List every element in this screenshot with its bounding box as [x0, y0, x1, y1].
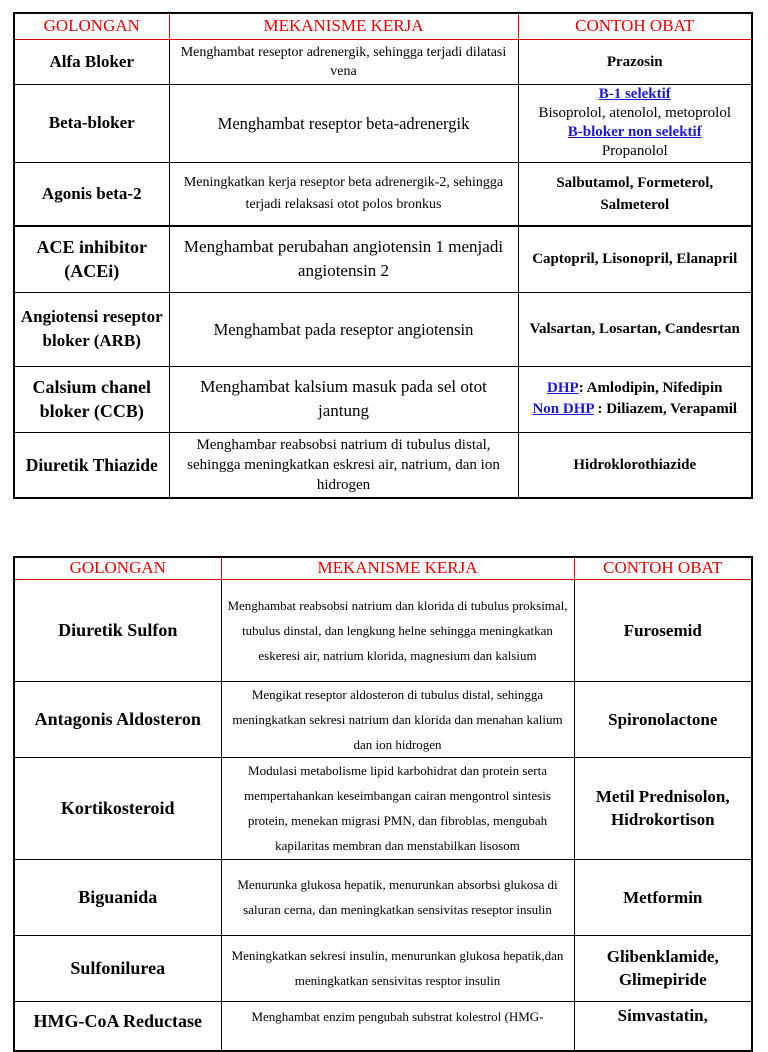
obat-text: Propanolol	[601, 143, 668, 159]
golongan-cell: Angiotensi reseptor bloker (ARB)	[14, 292, 169, 366]
obat-cell: Valsartan, Losartan, Candesrtan	[518, 292, 752, 366]
header-contoh-obat: CONTOH OBAT	[574, 557, 752, 579]
mekanisme-cell: Menghambat pada reseptor angiotensin	[169, 292, 518, 366]
obat-cell: Metil Prednisolon, Hidrokortison	[574, 757, 752, 859]
table-row	[14, 162, 752, 226]
b1-selektif-link[interactable]: B-1 selektif	[598, 86, 671, 102]
table-row	[14, 1001, 752, 1051]
mekanisme-cell: Menghambar reabsobsi natrium di tubulus distal, sehingga meningkatkan eskresi air, natrium, dan ion hidrogen	[169, 432, 518, 498]
obat-cell: Furosemid	[574, 579, 752, 681]
obat-cell: Captopril, Lisonopril, Elanapril	[518, 226, 752, 292]
table-row	[14, 681, 752, 757]
b-bloker-non-selektif-link[interactable]: B-bloker non selektif	[567, 124, 702, 140]
table-row	[14, 432, 752, 498]
dhp-link[interactable]: DHP	[547, 380, 579, 396]
table-row	[14, 757, 752, 859]
obat-cell: Salbutamol, Formeterol, Salmeterol	[518, 162, 752, 226]
drug-table-2	[13, 556, 753, 1052]
table-row	[14, 366, 752, 432]
obat-text: : Amlodipin, Nifedipin	[578, 380, 723, 396]
table-row	[14, 935, 752, 1001]
obat-cell: Glibenklamide, Glimepiride	[574, 935, 752, 1001]
golongan-cell: Beta-bloker	[14, 84, 169, 162]
mekanisme-cell: Meningkatkan kerja reseptor beta adrenergik-2, sehingga terjadi relaksasi otot polos bronkus	[169, 162, 518, 226]
mekanisme-cell: Mengikat reseptor aldosteron di tubulus distal, sehingga meningkatkan sekresi natrium dan klorida dan menahan kalium dan ion hidrogen	[221, 681, 574, 757]
obat-text: : Diliazem, Verapamil	[593, 401, 738, 417]
mekanisme-cell: Meningkatkan sekresi insulin, menurunkan glukosa hepatik,dan meningkatkan sensivitas resptor insulin	[221, 935, 574, 1001]
header-mekanisme: MEKANISME KERJA	[221, 557, 574, 579]
header-mekanisme: MEKANISME KERJA	[169, 13, 518, 39]
mekanisme-cell: Modulasi metabolisme lipid karbohidrat dan protein serta mempertahankan keseimbangan cairan mengontrol sintesis protein, menekan migrasi PMN, dan fibroblas, mengubah kapilaritas membran dan menstabilkan lisosom	[221, 757, 574, 859]
mekanisme-cell: Menurunka glukosa hepatik, menurunkan absorbsi glukosa di saluran cerna, dan meningkatkan sensivitas reseptor insulin	[221, 859, 574, 935]
mekanisme-cell: Menghambat enzim pengubah substrat kolestrol (HMG-	[221, 1001, 574, 1051]
golongan-cell: HMG-CoA Reductase	[14, 1001, 221, 1051]
obat-cell	[518, 366, 752, 432]
mekanisme-cell: Menghambat kalsium masuk pada sel otot jantung	[169, 366, 518, 432]
table-row	[14, 226, 752, 292]
table-row	[14, 579, 752, 681]
obat-cell: Hidroklorothiazide	[518, 432, 752, 498]
header-golongan: GOLONGAN	[14, 557, 221, 579]
table-header-row	[14, 13, 752, 39]
mekanisme-cell: Menghambat reseptor adrenergik, sehingga terjadi dilatasi vena	[169, 39, 518, 84]
obat-cell: Spironolactone	[574, 681, 752, 757]
obat-cell: Metformin	[574, 859, 752, 935]
header-golongan: GOLONGAN	[14, 13, 169, 39]
obat-cell: Simvastatin,	[574, 1001, 752, 1051]
mekanisme-cell: Menghambat reabsobsi natrium dan klorida di tubulus proksimal, tubulus dinstal, dan lengkung helne sehingga meningkatkan eskeresi air, natrium klorida, magnesium dan kalsium	[221, 579, 574, 681]
drug-table-1	[13, 12, 753, 499]
table-row	[14, 292, 752, 366]
table-header-row	[14, 557, 752, 579]
golongan-cell: Agonis beta-2	[14, 162, 169, 226]
non-dhp-link[interactable]: Non DHP	[532, 401, 594, 417]
mekanisme-cell: Menghambat reseptor beta-adrenergik	[169, 84, 518, 162]
golongan-cell: ACE inhibitor (ACEi)	[14, 226, 169, 292]
golongan-cell: Alfa Bloker	[14, 39, 169, 84]
golongan-cell: Kortikosteroid	[14, 757, 221, 859]
obat-text: Bisoprolol, atenolol, metoprolol	[538, 105, 731, 121]
header-contoh-obat: CONTOH OBAT	[518, 13, 752, 39]
mekanisme-cell: Menghambat perubahan angiotensin 1 menjadi angiotensin 2	[169, 226, 518, 292]
golongan-cell: Sulfonilurea	[14, 935, 221, 1001]
golongan-cell: Diuretik Sulfon	[14, 579, 221, 681]
table-row	[14, 84, 752, 162]
obat-cell: Prazosin	[518, 39, 752, 84]
golongan-cell: Biguanida	[14, 859, 221, 935]
golongan-cell: Antagonis Aldosteron	[14, 681, 221, 757]
obat-cell	[518, 84, 752, 162]
table-row	[14, 39, 752, 84]
golongan-cell: Calsium chanel bloker (CCB)	[14, 366, 169, 432]
golongan-cell: Diuretik Thiazide	[14, 432, 169, 498]
table-row	[14, 859, 752, 935]
